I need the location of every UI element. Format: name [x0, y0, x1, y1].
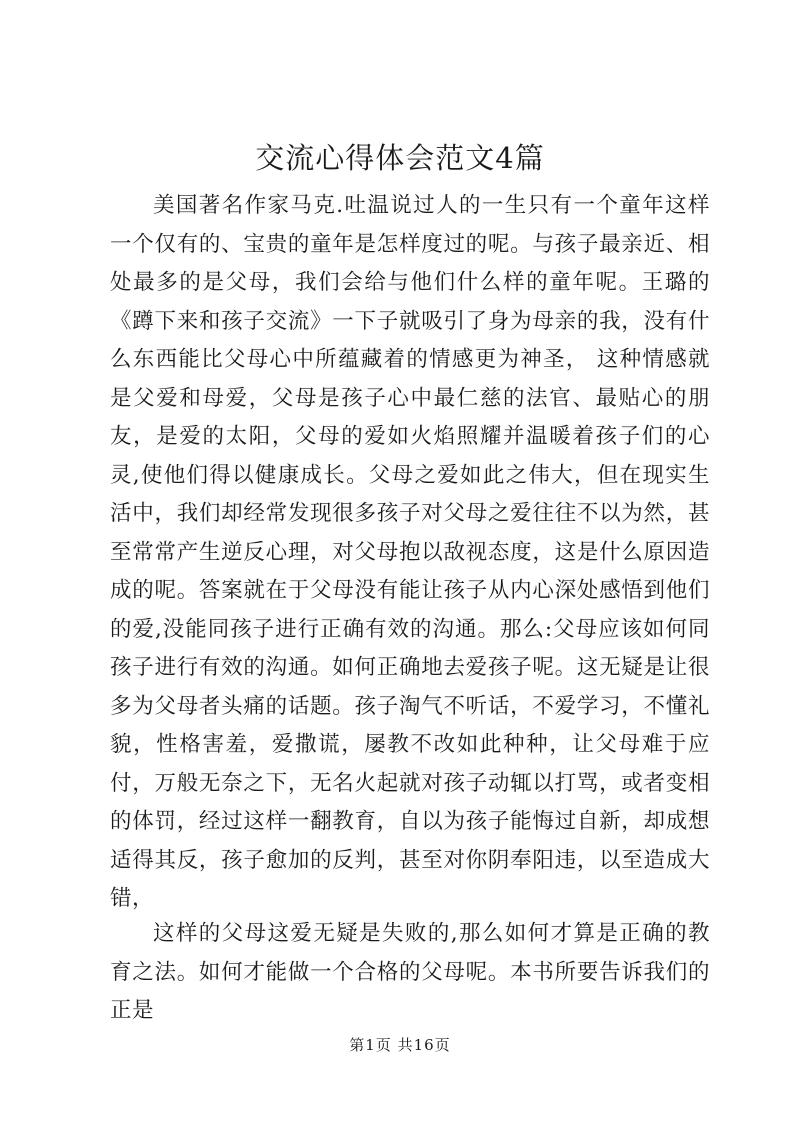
document-title: 交流心得体会范文4篇	[255, 141, 545, 175]
paragraph-2: 这样的父母这爱无疑是失败的,那么如何才算是正确的教育之法。如何才能做一个合格的父母呢。本书所要告诉我们的正是	[110, 921, 710, 1023]
paragraph-1: 美国著名作家马克.吐温说过人的一生只有一个童年这样一个仅有的、宝贵的童年是怎样度过的呢。与孩子最亲近、相处最多的是父母，我们会给与他们什么样的童年呢。王璐的《蹲下来和孩子交流》一下子就吸引了身为母亲的我，没有什么东西能比父母心中所蕴藏着的情感更为神圣， 这种情感就是父爱和母爱，父母是孩子心中最仁慈的法官、最贴心的朋友，是爱的太阳，父母的爱如火焰照耀并温暖着孩子们的心灵,使他们得以健康成长。父母之爱如此之伟大，但在现实生活中，我们却经常发现很多孩子对父母之爱往往不以为然，甚至常常产生逆反心理，对父母抱以敌视态度，这是什么原因造成的呢。答案就在于父母没有能让孩子从内心深处感悟到他们的爱,没能同孩子进行正确有效的沟通。那么:父母应该如何同孩子进行有效的沟通。如何正确地去爱孩子呢。这无疑是让很多为父母者头痛的话题。孩子淘气不听话，不爱学习，不懂礼貌，性格害羞，爱撒谎，屡教不改如此种种，让父母难于应付，万般无奈之下，无名火起就对孩子动辄以打骂，或者变相的体罚，经过这样一翻教育，自以为孩子能悔过自新，却成想适得其反，孩子愈加的反判，甚至对你阴奉阳违，以至造成大错，	[110, 193, 710, 911]
page-number-footer: 第1页 共16页	[349, 1036, 451, 1054]
